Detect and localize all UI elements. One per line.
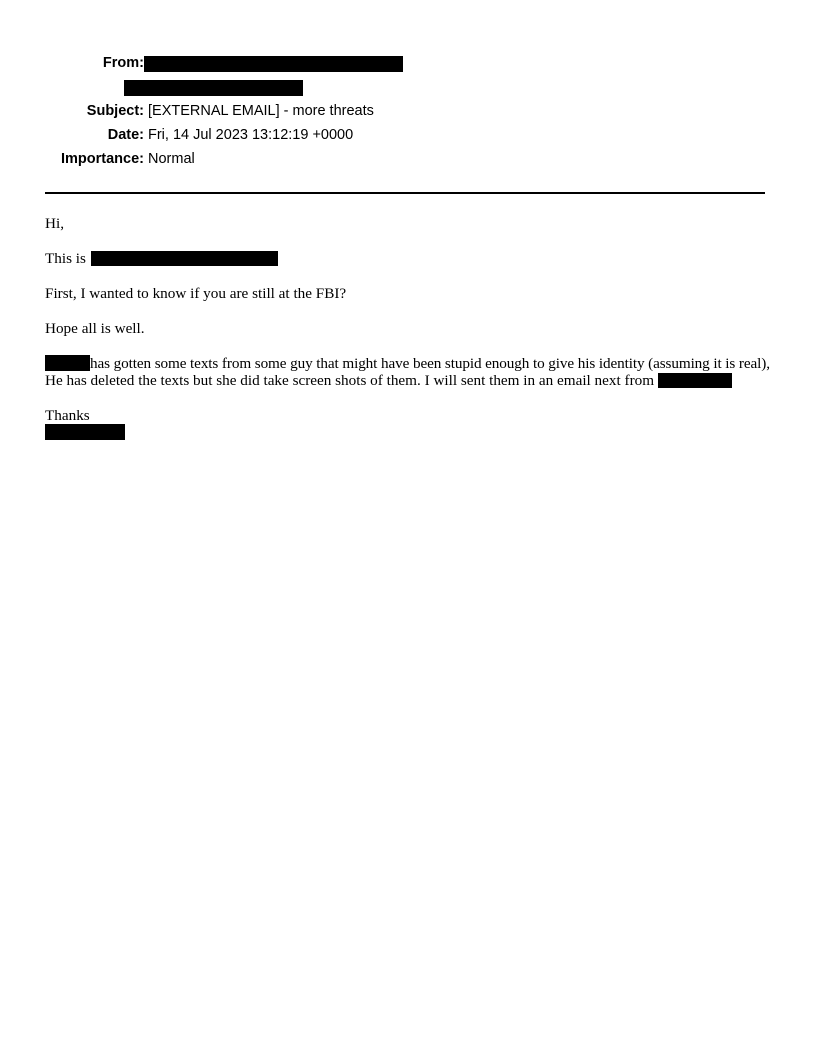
- intro-line: [45, 250, 770, 267]
- greeting-text: Hi,: [45, 215, 64, 232]
- paragraph-text-1: has gotten some texts from some guy that might have been stupid enough to give his identity (assuming it is real),: [90, 355, 770, 372]
- importance-row: [0, 149, 816, 169]
- subject-value: [EXTERNAL EMAIL] - more threats: [148, 103, 374, 119]
- paragraph-line-2: [45, 372, 770, 389]
- closing-text: Thanks: [45, 407, 90, 424]
- from-row: [0, 53, 816, 73]
- paragraph-text-2: He has deleted the texts but she did take screen shots of them. I will sent them in an email next from: [45, 372, 655, 389]
- redacted-person-name: [45, 355, 90, 371]
- redacted-email-source: [658, 373, 732, 388]
- greeting: [45, 215, 770, 232]
- header-divider: [45, 192, 765, 194]
- from-label: From:: [102, 55, 144, 71]
- paragraph-line-1: [45, 355, 770, 372]
- date-label: Date:: [107, 127, 144, 143]
- redacted-writer-name: [91, 251, 278, 266]
- intro-prefix: This is: [45, 250, 86, 267]
- wellwish-text: Hope all is well.: [45, 320, 145, 337]
- redacted-signature: [45, 424, 125, 440]
- subject-row: [0, 101, 816, 121]
- redacted-sender-address: [124, 80, 303, 96]
- date-value: Fri, 14 Jul 2023 13:12:19 +0000: [148, 127, 354, 143]
- closing-line: [45, 407, 770, 424]
- redacted-sender-name: [144, 56, 403, 72]
- question-text: First, I wanted to know if you are still at the FBI?: [45, 285, 347, 302]
- date-row: [0, 125, 816, 145]
- question-line: [45, 285, 770, 302]
- importance-value: Normal: [148, 151, 195, 167]
- subject-label: Subject:: [86, 103, 144, 119]
- importance-label: Importance:: [61, 151, 144, 167]
- wellwish-line: [45, 320, 770, 337]
